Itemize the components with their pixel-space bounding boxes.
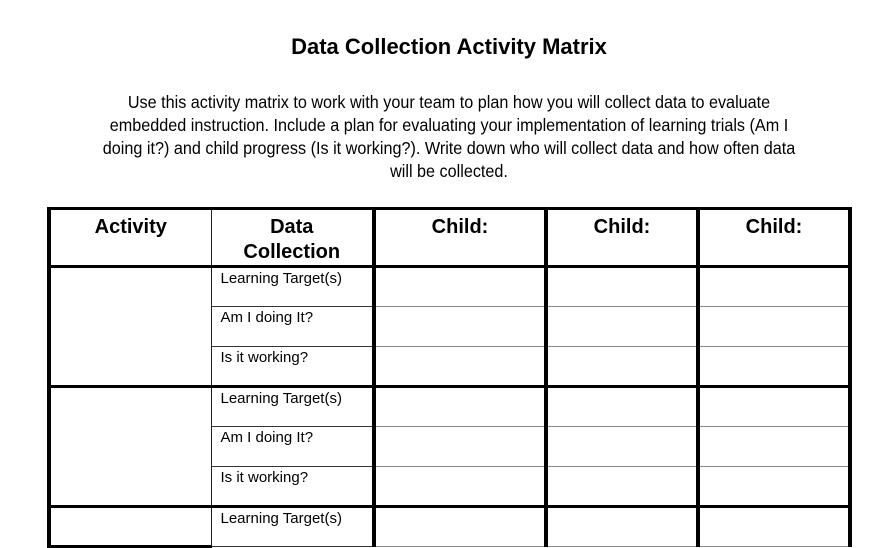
row-label: Learning Target(s) — [211, 507, 374, 547]
header-data-collection — [211, 209, 374, 267]
table-row — [49, 267, 850, 307]
child-1-cell[interactable] — [374, 267, 546, 307]
activity-cell-2[interactable] — [49, 387, 211, 507]
child-2-cell[interactable] — [546, 427, 698, 467]
child-3-cell[interactable] — [698, 427, 850, 467]
row-label: Am I doing It? — [211, 427, 374, 467]
header-row — [49, 209, 850, 267]
row-label: Is it working? — [211, 347, 374, 387]
header-child-2: Child: — [546, 209, 698, 267]
table-row — [49, 387, 850, 427]
child-2-cell[interactable] — [546, 387, 698, 427]
row-label: Is it working? — [211, 467, 374, 507]
child-1-cell[interactable] — [374, 387, 546, 427]
child-2-cell[interactable] — [546, 467, 698, 507]
child-2-cell[interactable] — [546, 267, 698, 307]
instructions-paragraph: Use this activity matrix to work with your team to plan how you will collect data to evaluate embedded instruction. Include a plan for evaluating your implementation of learning trials (Am I doing it?) and child progress (Is it working?). Write down who will collect data and how often data will be collected. — [102, 92, 796, 181]
header-child-3: Child: — [698, 209, 850, 267]
header-activity: Activity — [49, 209, 211, 267]
child-1-cell[interactable] — [374, 307, 546, 347]
header-child-1: Child: — [374, 209, 546, 267]
activity-matrix-table — [47, 207, 852, 548]
header-data-collection-line2: Collection — [243, 241, 341, 263]
child-1-cell[interactable] — [374, 467, 546, 507]
child-3-cell[interactable] — [698, 387, 850, 427]
child-1-cell[interactable] — [374, 347, 546, 387]
page-title: Data Collection Activity Matrix — [291, 34, 607, 59]
child-2-cell[interactable] — [546, 347, 698, 387]
row-label: Learning Target(s) — [211, 387, 374, 427]
child-3-cell[interactable] — [698, 347, 850, 387]
child-3-cell[interactable] — [698, 467, 850, 507]
child-1-cell[interactable] — [374, 427, 546, 467]
activity-cell-1[interactable] — [49, 267, 211, 387]
row-label: Learning Target(s) — [211, 267, 374, 307]
child-2-cell[interactable] — [546, 307, 698, 347]
row-label: Am I doing It? — [211, 307, 374, 347]
header-data-collection-line1: Data — [270, 216, 314, 238]
child-3-cell[interactable] — [698, 307, 850, 347]
child-3-cell[interactable] — [698, 267, 850, 307]
